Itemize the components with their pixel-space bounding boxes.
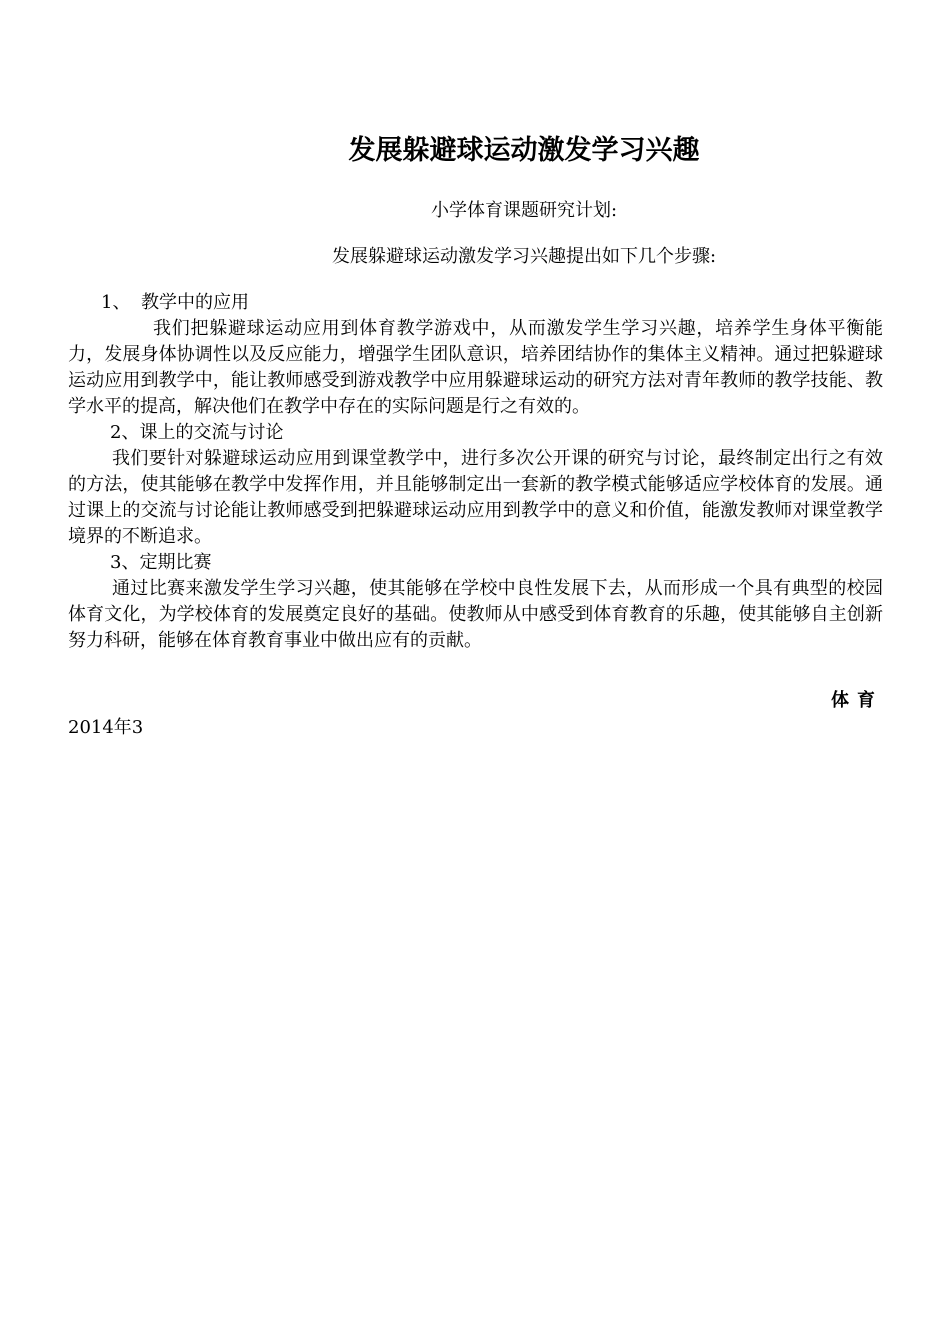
document-date: 2014年3	[68, 717, 144, 738]
section-2-paragraph: 我们要针对躲避球运动应用到课堂教学中，进行多次公开课的研究与讨论，最终制定出行之有效的方法，使其能够在教学中发挥作用，并且能够制定出一套新的教学模式能够适应学校体育的发展。通过课上的交流与讨论能让教师感受到把躲避球运动应用到教学中的意义和价值，能激发教师对课堂教学境界的不断追求。	[68, 448, 883, 547]
section-1-number: 1、	[101, 292, 131, 313]
signature: 体育	[831, 690, 883, 711]
section-3-paragraph: 通过比赛来激发学生学习兴趣，使其能够在学校中良性发展下去，从而形成一个具有典型的校园体育文化，为学校体育的发展奠定良好的基础。使教师从中感受到体育教育的乐趣，使其能够自主创新努力科研，能够在体育教育事业中做出应有的贡献。	[68, 578, 883, 651]
section-1-heading-text: 教学中的应用	[141, 292, 249, 313]
section-3-heading: 3、定期比赛	[110, 552, 212, 573]
document-title: 发展躲避球运动激发学习兴趣	[348, 135, 700, 166]
document-subtitle: 小学体育课题研究计划:	[430, 200, 618, 221]
section-1-paragraph: 我们把躲避球运动应用到体育教学游戏中，从而激发学生学习兴趣，培养学生身体平衡能力，发展身体协调性以及反应能力，增强学生团队意识，培养团结协作的集体主义精神。通过把躲避球运动应用到教学中，能让教师感受到游戏教学中应用躲避球运动的研究方法对青年教师的教学技能、教学水平的提高，解决他们在教学中存在的实际问题是行之有效的。	[68, 318, 883, 417]
document-body	[68, 290, 883, 654]
section-1-heading	[68, 290, 883, 316]
intro-line: 发展躲避球运动激发学习兴趣提出如下几个步骤:	[331, 246, 717, 267]
section-2-heading: 2、课上的交流与讨论	[110, 422, 284, 443]
